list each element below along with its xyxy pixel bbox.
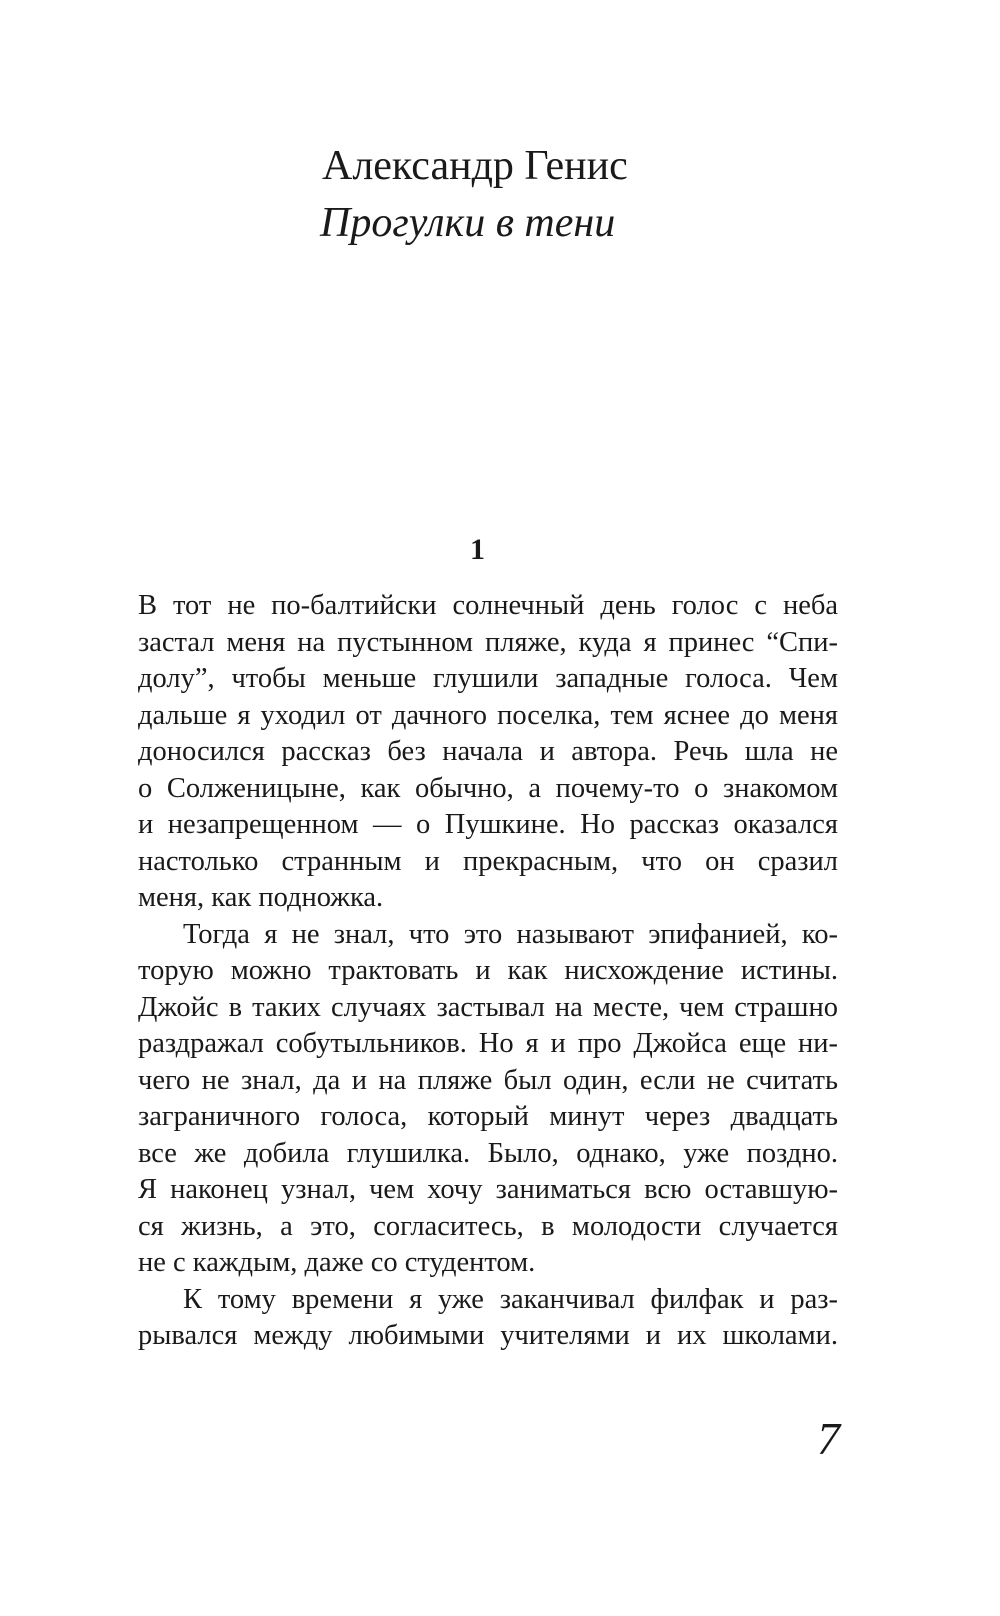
text-line: раздражал собутыльников. Но я и про Джойса еще ни- <box>138 1028 838 1059</box>
text-line: Джойс в таких случаях застывал на месте, чем страшно <box>138 991 838 1023</box>
text-line: Тогда я не знал, что это называют эпифанией, ко- <box>183 918 838 950</box>
text-line: и незапрещенном — о Пушкине. Но рассказ оказался <box>138 809 838 840</box>
text-line: торую можно трактовать и как нисхождение истины. <box>138 955 838 986</box>
text-line: о Солженицыне, как обычно, а почему-то о знакомом <box>138 772 838 804</box>
text-line: все же добила глушилка. Было, однако, уже поздно. <box>138 1137 838 1169</box>
body-text <box>138 588 838 1355</box>
chapter-number: 1 <box>470 533 485 566</box>
text-line: К тому времени я уже заканчивал филфак и раз- <box>183 1283 838 1315</box>
text-line: рывался между любимыми учителями и их школами. <box>138 1320 838 1351</box>
text-line: дальше я уходил от дачного поселка, тем яснее до меня <box>138 699 838 731</box>
text-line: не с каждым, даже со студентом. <box>138 1247 536 1278</box>
text-line: В тот не по-балтийски солнечный день голос с неба <box>138 590 838 621</box>
book-author: Александр Генис <box>322 143 628 189</box>
text-line: чего не знал, да и на пляже был один, если не считать <box>138 1064 838 1096</box>
book-title: Прогулки в тени <box>320 200 616 246</box>
text-line: доносился рассказ без начала и автора. Речь шла не <box>138 736 838 767</box>
page-number: 7 <box>817 1413 840 1464</box>
text-line: долу”, чтобы меньше глушили западные голоса. Чем <box>138 663 838 694</box>
text-line: настолько странным и прекрасным, что он сразил <box>138 845 838 877</box>
text-line: заграничного голоса, который минут через двадцать <box>138 1101 838 1132</box>
text-line: меня, как подножка. <box>138 882 384 913</box>
text-line: ся жизнь, а это, согласитесь, в молодости случается <box>138 1210 838 1242</box>
text-line: застал меня на пустынном пляже, куда я принес “Спи- <box>138 626 838 658</box>
text-line: Я наконец узнал, чем хочу заниматься всю оставшую- <box>138 1174 838 1205</box>
